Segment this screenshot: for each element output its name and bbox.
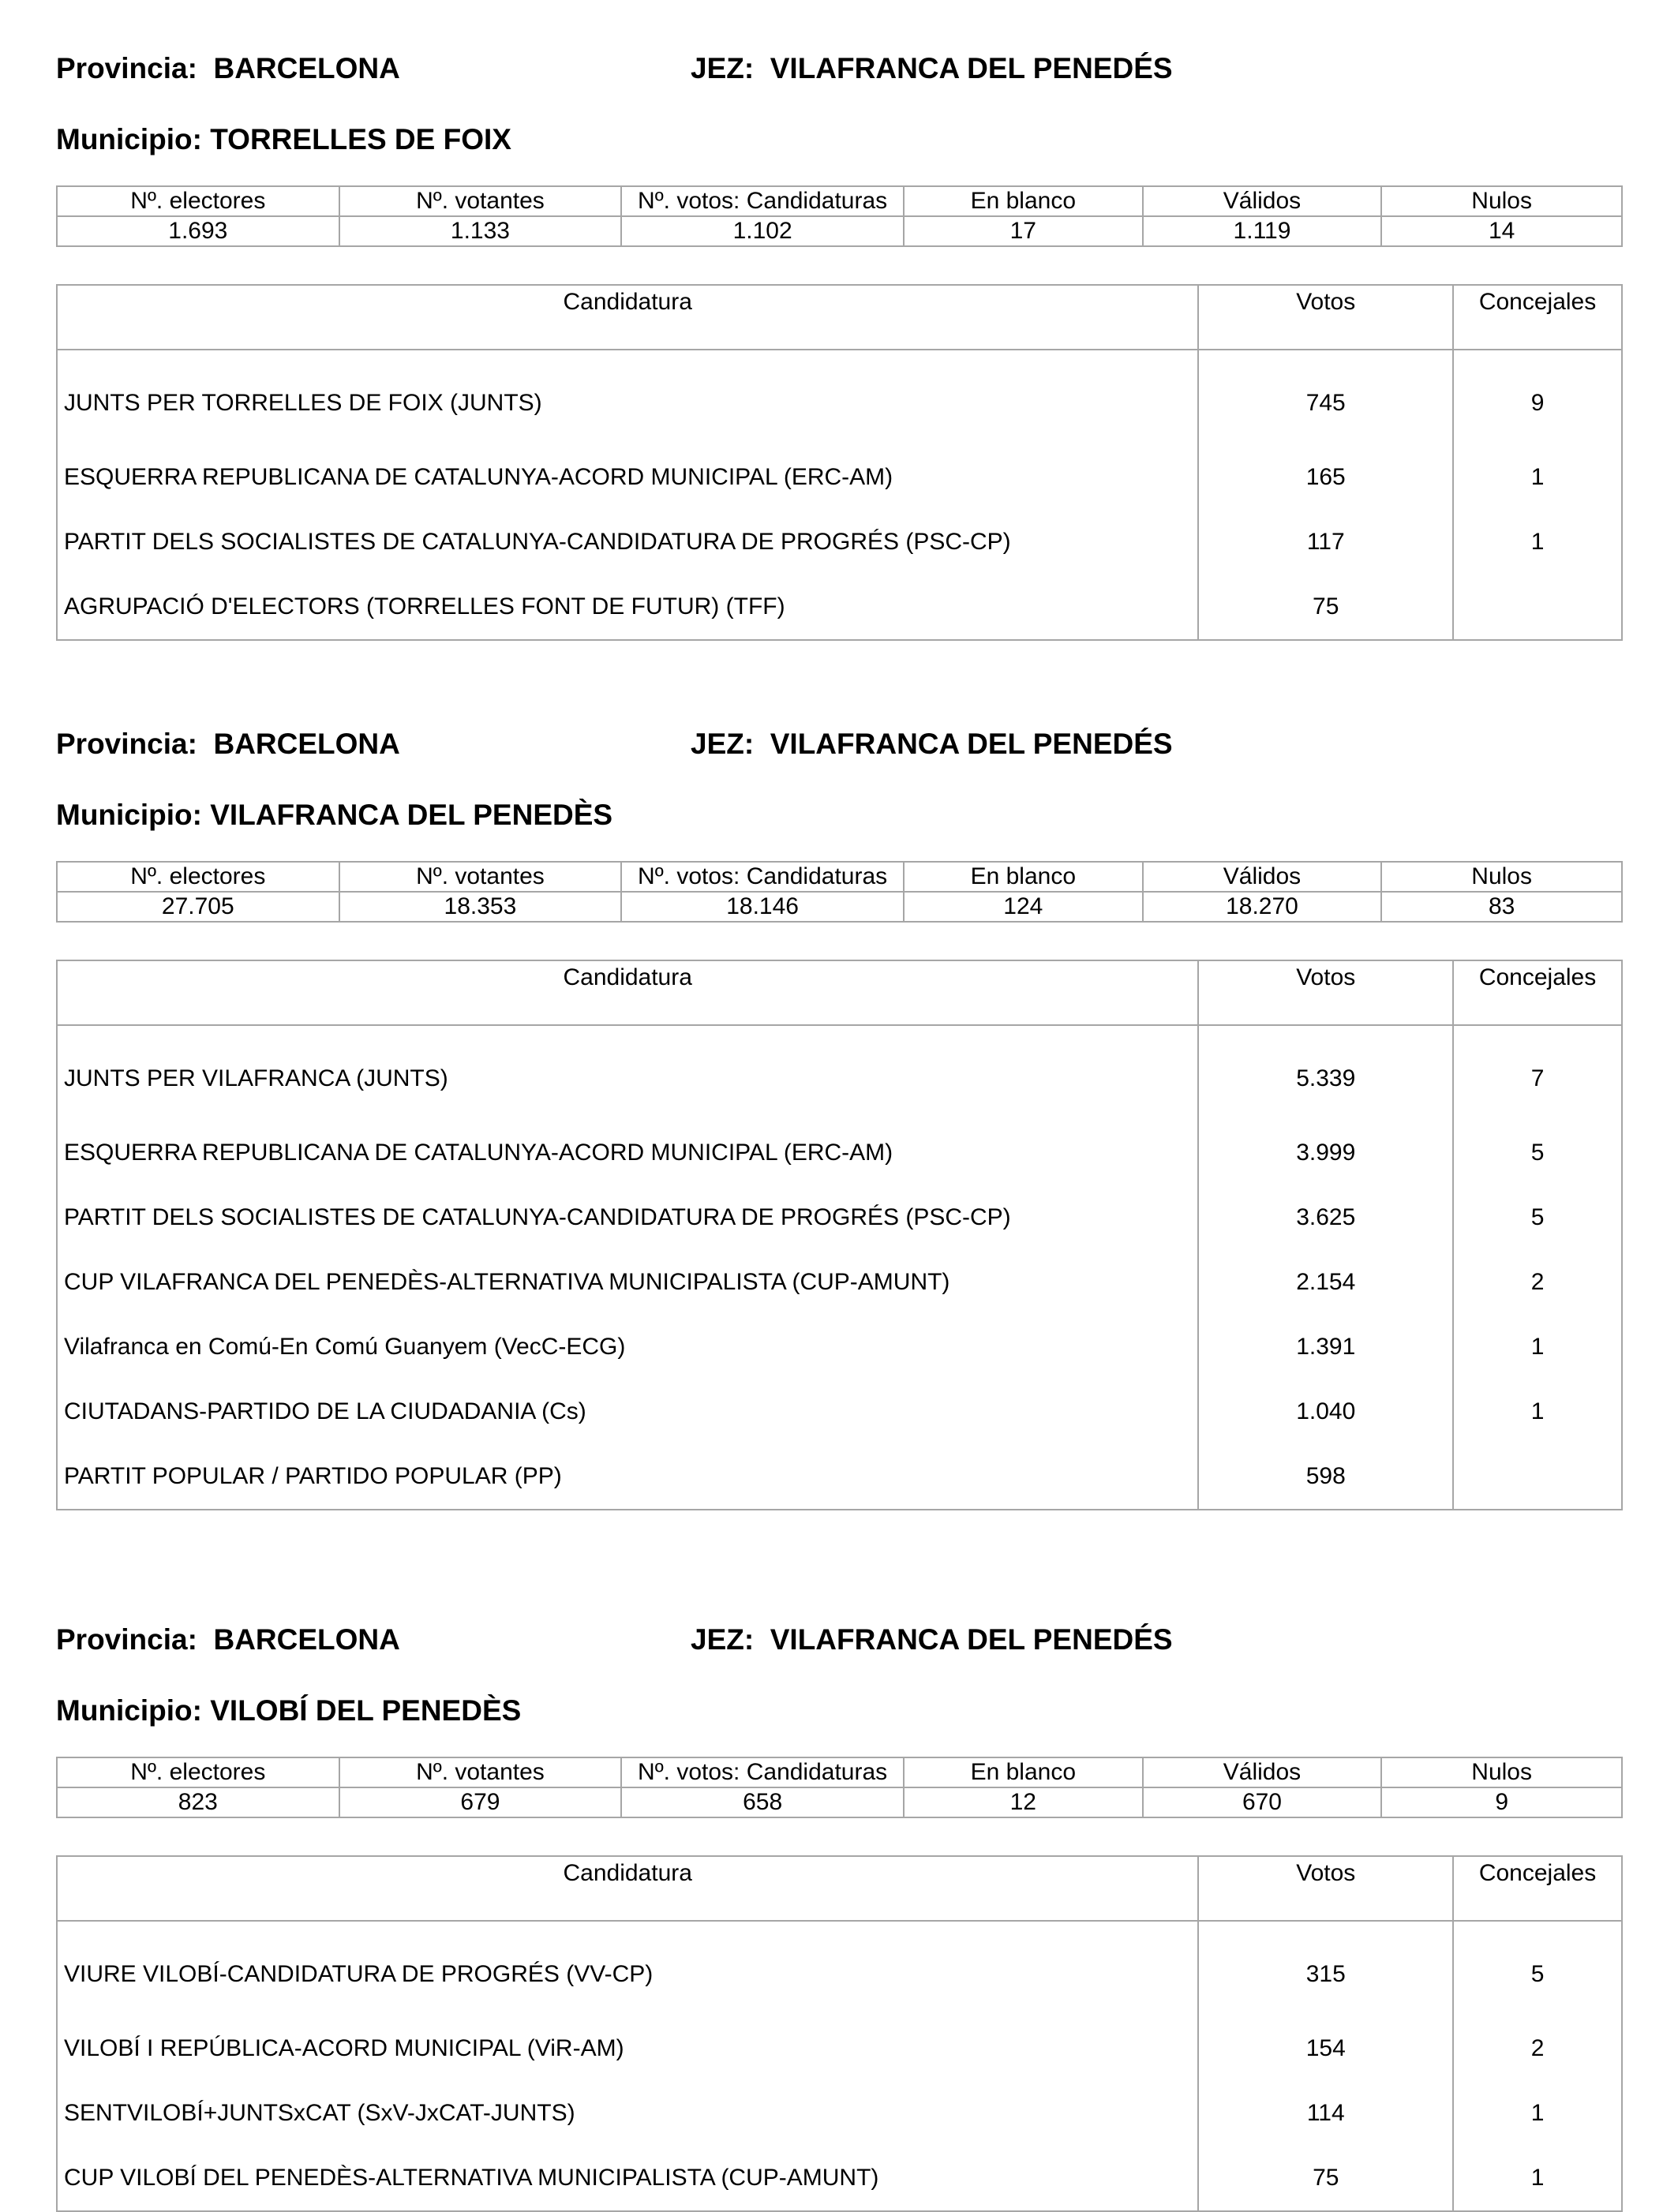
summary-value-cell: 823 — [57, 1787, 339, 1817]
summary-table — [56, 185, 1623, 247]
summary-table — [56, 861, 1623, 923]
summary-value-cell: 12 — [904, 1787, 1143, 1817]
candidature-row — [57, 2146, 1622, 2211]
candidature-councillors: 5 — [1453, 1121, 1622, 1185]
summary-values-row — [57, 216, 1622, 246]
summary-header-cell: Nº. electores — [57, 1757, 339, 1787]
candidature-votes: 154 — [1198, 2016, 1453, 2081]
summary-header-cell: Nº. electores — [57, 186, 339, 216]
summary-value-cell: 14 — [1381, 216, 1622, 246]
candidature-councillors: 7 — [1453, 1025, 1622, 1121]
summary-value-cell: 1.102 — [621, 216, 904, 246]
candidature-name: SENTVILOBÍ+JUNTSxCAT (SxV-JxCAT-JUNTS) — [57, 2081, 1198, 2146]
candidature-councillors: 9 — [1453, 350, 1622, 445]
candidatura-header: Candidatura — [57, 960, 1198, 1025]
candidature-name: AGRUPACIÓ D'ELECTORS (TORRELLES FONT DE FUTUR) (TFF) — [57, 575, 1198, 640]
candidature-row — [57, 1025, 1622, 1121]
summary-values-row — [57, 892, 1622, 922]
concejales-header: Concejales — [1453, 960, 1622, 1025]
candidature-row — [57, 1379, 1622, 1444]
summary-value-cell: 18.270 — [1143, 892, 1382, 922]
candidature-name: PARTIT POPULAR / PARTIDO POPULAR (PP) — [57, 1444, 1198, 1510]
jez-heading: JEZ: VILAFRANCA DEL PENEDÉS — [691, 728, 1173, 760]
summary-header-row — [57, 1757, 1622, 1787]
summary-header-cell: Nulos — [1381, 186, 1622, 216]
candidature-votes: 745 — [1198, 350, 1453, 445]
summary-header-cell: Válidos — [1143, 1757, 1382, 1787]
candidature-row — [57, 1250, 1622, 1315]
candidature-name: ESQUERRA REPUBLICANA DE CATALUNYA-ACORD MUNICIPAL (ERC-AM) — [57, 445, 1198, 510]
concejales-header: Concejales — [1453, 285, 1622, 350]
summary-value-cell: 9 — [1381, 1787, 1622, 1817]
candidature-councillors: 2 — [1453, 2016, 1622, 2081]
summary-value-cell: 1.693 — [57, 216, 339, 246]
summary-header-cell: En blanco — [904, 862, 1143, 892]
candidature-votes: 117 — [1198, 510, 1453, 575]
candidature-name: VILOBÍ I REPÚBLICA-ACORD MUNICIPAL (ViR-AM) — [57, 2016, 1198, 2081]
summary-header-cell: Nº. votantes — [339, 862, 622, 892]
candidature-row — [57, 1444, 1622, 1510]
provincia-heading: Provincia: BARCELONA — [56, 1623, 400, 1656]
summary-value-cell: 83 — [1381, 892, 1622, 922]
summary-value-cell: 124 — [904, 892, 1143, 922]
summary-value-cell: 658 — [621, 1787, 904, 1817]
summary-header-cell: En blanco — [904, 186, 1143, 216]
candidature-councillors: 1 — [1453, 2081, 1622, 2146]
summary-value-cell: 18.353 — [339, 892, 622, 922]
candidature-name: PARTIT DELS SOCIALISTES DE CATALUNYA-CANDIDATURA DE PROGRÉS (PSC-CP) — [57, 510, 1198, 575]
candidature-councillors: 2 — [1453, 1250, 1622, 1315]
candidature-row — [57, 1185, 1622, 1250]
candidature-name: ESQUERRA REPUBLICANA DE CATALUNYA-ACORD MUNICIPAL (ERC-AM) — [57, 1121, 1198, 1185]
candidature-name: JUNTS PER TORRELLES DE FOIX (JUNTS) — [57, 350, 1198, 445]
provincia-heading: Provincia: BARCELONA — [56, 52, 400, 84]
candidature-row — [57, 510, 1622, 575]
candidature-votes: 3.625 — [1198, 1185, 1453, 1250]
candidature-row — [57, 1121, 1622, 1185]
candidature-name: Vilafranca en Comú-En Comú Guanyem (VecC-ECG) — [57, 1315, 1198, 1379]
candidatures-table — [56, 284, 1623, 641]
summary-header-cell: Nº. electores — [57, 862, 339, 892]
summary-table — [56, 1757, 1623, 1818]
candidatures-header-row — [57, 1856, 1622, 1921]
candidature-councillors: 1 — [1453, 1379, 1622, 1444]
candidatures-header-row — [57, 960, 1622, 1025]
candidature-row — [57, 1315, 1622, 1379]
summary-header-cell: En blanco — [904, 1757, 1143, 1787]
summary-header-cell: Nulos — [1381, 862, 1622, 892]
candidature-name: PARTIT DELS SOCIALISTES DE CATALUNYA-CANDIDATURA DE PROGRÉS (PSC-CP) — [57, 1185, 1198, 1250]
candidature-name: JUNTS PER VILAFRANCA (JUNTS) — [57, 1025, 1198, 1121]
summary-header-cell: Nº. votos: Candidaturas — [621, 1757, 904, 1787]
concejales-header: Concejales — [1453, 1856, 1622, 1921]
candidature-councillors: 1 — [1453, 510, 1622, 575]
candidature-name: CUP VILOBÍ DEL PENEDÈS-ALTERNATIVA MUNICIPALISTA (CUP-AMUNT) — [57, 2146, 1198, 2211]
jez-heading: JEZ: VILAFRANCA DEL PENEDÉS — [691, 1623, 1173, 1656]
candidature-votes: 3.999 — [1198, 1121, 1453, 1185]
summary-value-cell: 27.705 — [57, 892, 339, 922]
candidature-votes: 5.339 — [1198, 1025, 1453, 1121]
candidature-councillors: 1 — [1453, 445, 1622, 510]
summary-header-row — [57, 862, 1622, 892]
candidature-councillors — [1453, 575, 1622, 640]
candidature-votes: 2.154 — [1198, 1250, 1453, 1315]
candidature-name: VIURE VILOBÍ-CANDIDATURA DE PROGRÉS (VV-CP) — [57, 1921, 1198, 2016]
candidature-votes: 75 — [1198, 575, 1453, 640]
summary-value-cell: 1.133 — [339, 216, 622, 246]
summary-header-cell: Válidos — [1143, 186, 1382, 216]
summary-header-cell: Válidos — [1143, 862, 1382, 892]
summary-header-cell: Nº. votos: Candidaturas — [621, 862, 904, 892]
summary-header-row — [57, 186, 1622, 216]
candidature-votes: 1.391 — [1198, 1315, 1453, 1379]
candidatura-header: Candidatura — [57, 1856, 1198, 1921]
summary-value-cell: 17 — [904, 216, 1143, 246]
candidature-votes: 75 — [1198, 2146, 1453, 2211]
provincia-heading: Provincia: BARCELONA — [56, 728, 400, 760]
candidature-row — [57, 1921, 1622, 2016]
summary-value-cell: 679 — [339, 1787, 622, 1817]
candidatures-table — [56, 960, 1623, 1510]
municipio-heading: Municipio: VILOBÍ DEL PENEDÈS — [56, 1694, 522, 1727]
candidature-name: CIUTADANS-PARTIDO DE LA CIUDADANIA (Cs) — [57, 1379, 1198, 1444]
candidature-row — [57, 575, 1622, 640]
summary-values-row — [57, 1787, 1622, 1817]
votos-header: Votos — [1198, 960, 1453, 1025]
jez-heading: JEZ: VILAFRANCA DEL PENEDÉS — [691, 52, 1173, 84]
votos-header: Votos — [1198, 1856, 1453, 1921]
candidature-votes: 598 — [1198, 1444, 1453, 1510]
municipio-heading: Municipio: VILAFRANCA DEL PENEDÈS — [56, 799, 613, 831]
summary-value-cell: 670 — [1143, 1787, 1382, 1817]
candidature-councillors: 5 — [1453, 1921, 1622, 2016]
candidature-votes: 1.040 — [1198, 1379, 1453, 1444]
candidature-votes: 165 — [1198, 445, 1453, 510]
candidature-councillors — [1453, 1444, 1622, 1510]
candidature-row — [57, 2081, 1622, 2146]
summary-header-cell: Nº. votos: Candidaturas — [621, 186, 904, 216]
candidature-councillors: 1 — [1453, 2146, 1622, 2211]
candidatures-header-row — [57, 285, 1622, 350]
summary-value-cell: 1.119 — [1143, 216, 1382, 246]
candidature-row — [57, 2016, 1622, 2081]
summary-header-cell: Nº. votantes — [339, 1757, 622, 1787]
votos-header: Votos — [1198, 285, 1453, 350]
candidature-name: CUP VILAFRANCA DEL PENEDÈS-ALTERNATIVA MUNICIPALISTA (CUP-AMUNT) — [57, 1250, 1198, 1315]
candidatura-header: Candidatura — [57, 285, 1198, 350]
candidature-row — [57, 350, 1622, 445]
summary-value-cell: 18.146 — [621, 892, 904, 922]
candidature-councillors: 5 — [1453, 1185, 1622, 1250]
summary-header-cell: Nulos — [1381, 1757, 1622, 1787]
summary-header-cell: Nº. votantes — [339, 186, 622, 216]
candidature-votes: 315 — [1198, 1921, 1453, 2016]
candidature-councillors: 1 — [1453, 1315, 1622, 1379]
candidatures-table — [56, 1855, 1623, 2212]
candidature-row — [57, 445, 1622, 510]
candidature-votes: 114 — [1198, 2081, 1453, 2146]
municipio-heading: Municipio: TORRELLES DE FOIX — [56, 123, 511, 155]
